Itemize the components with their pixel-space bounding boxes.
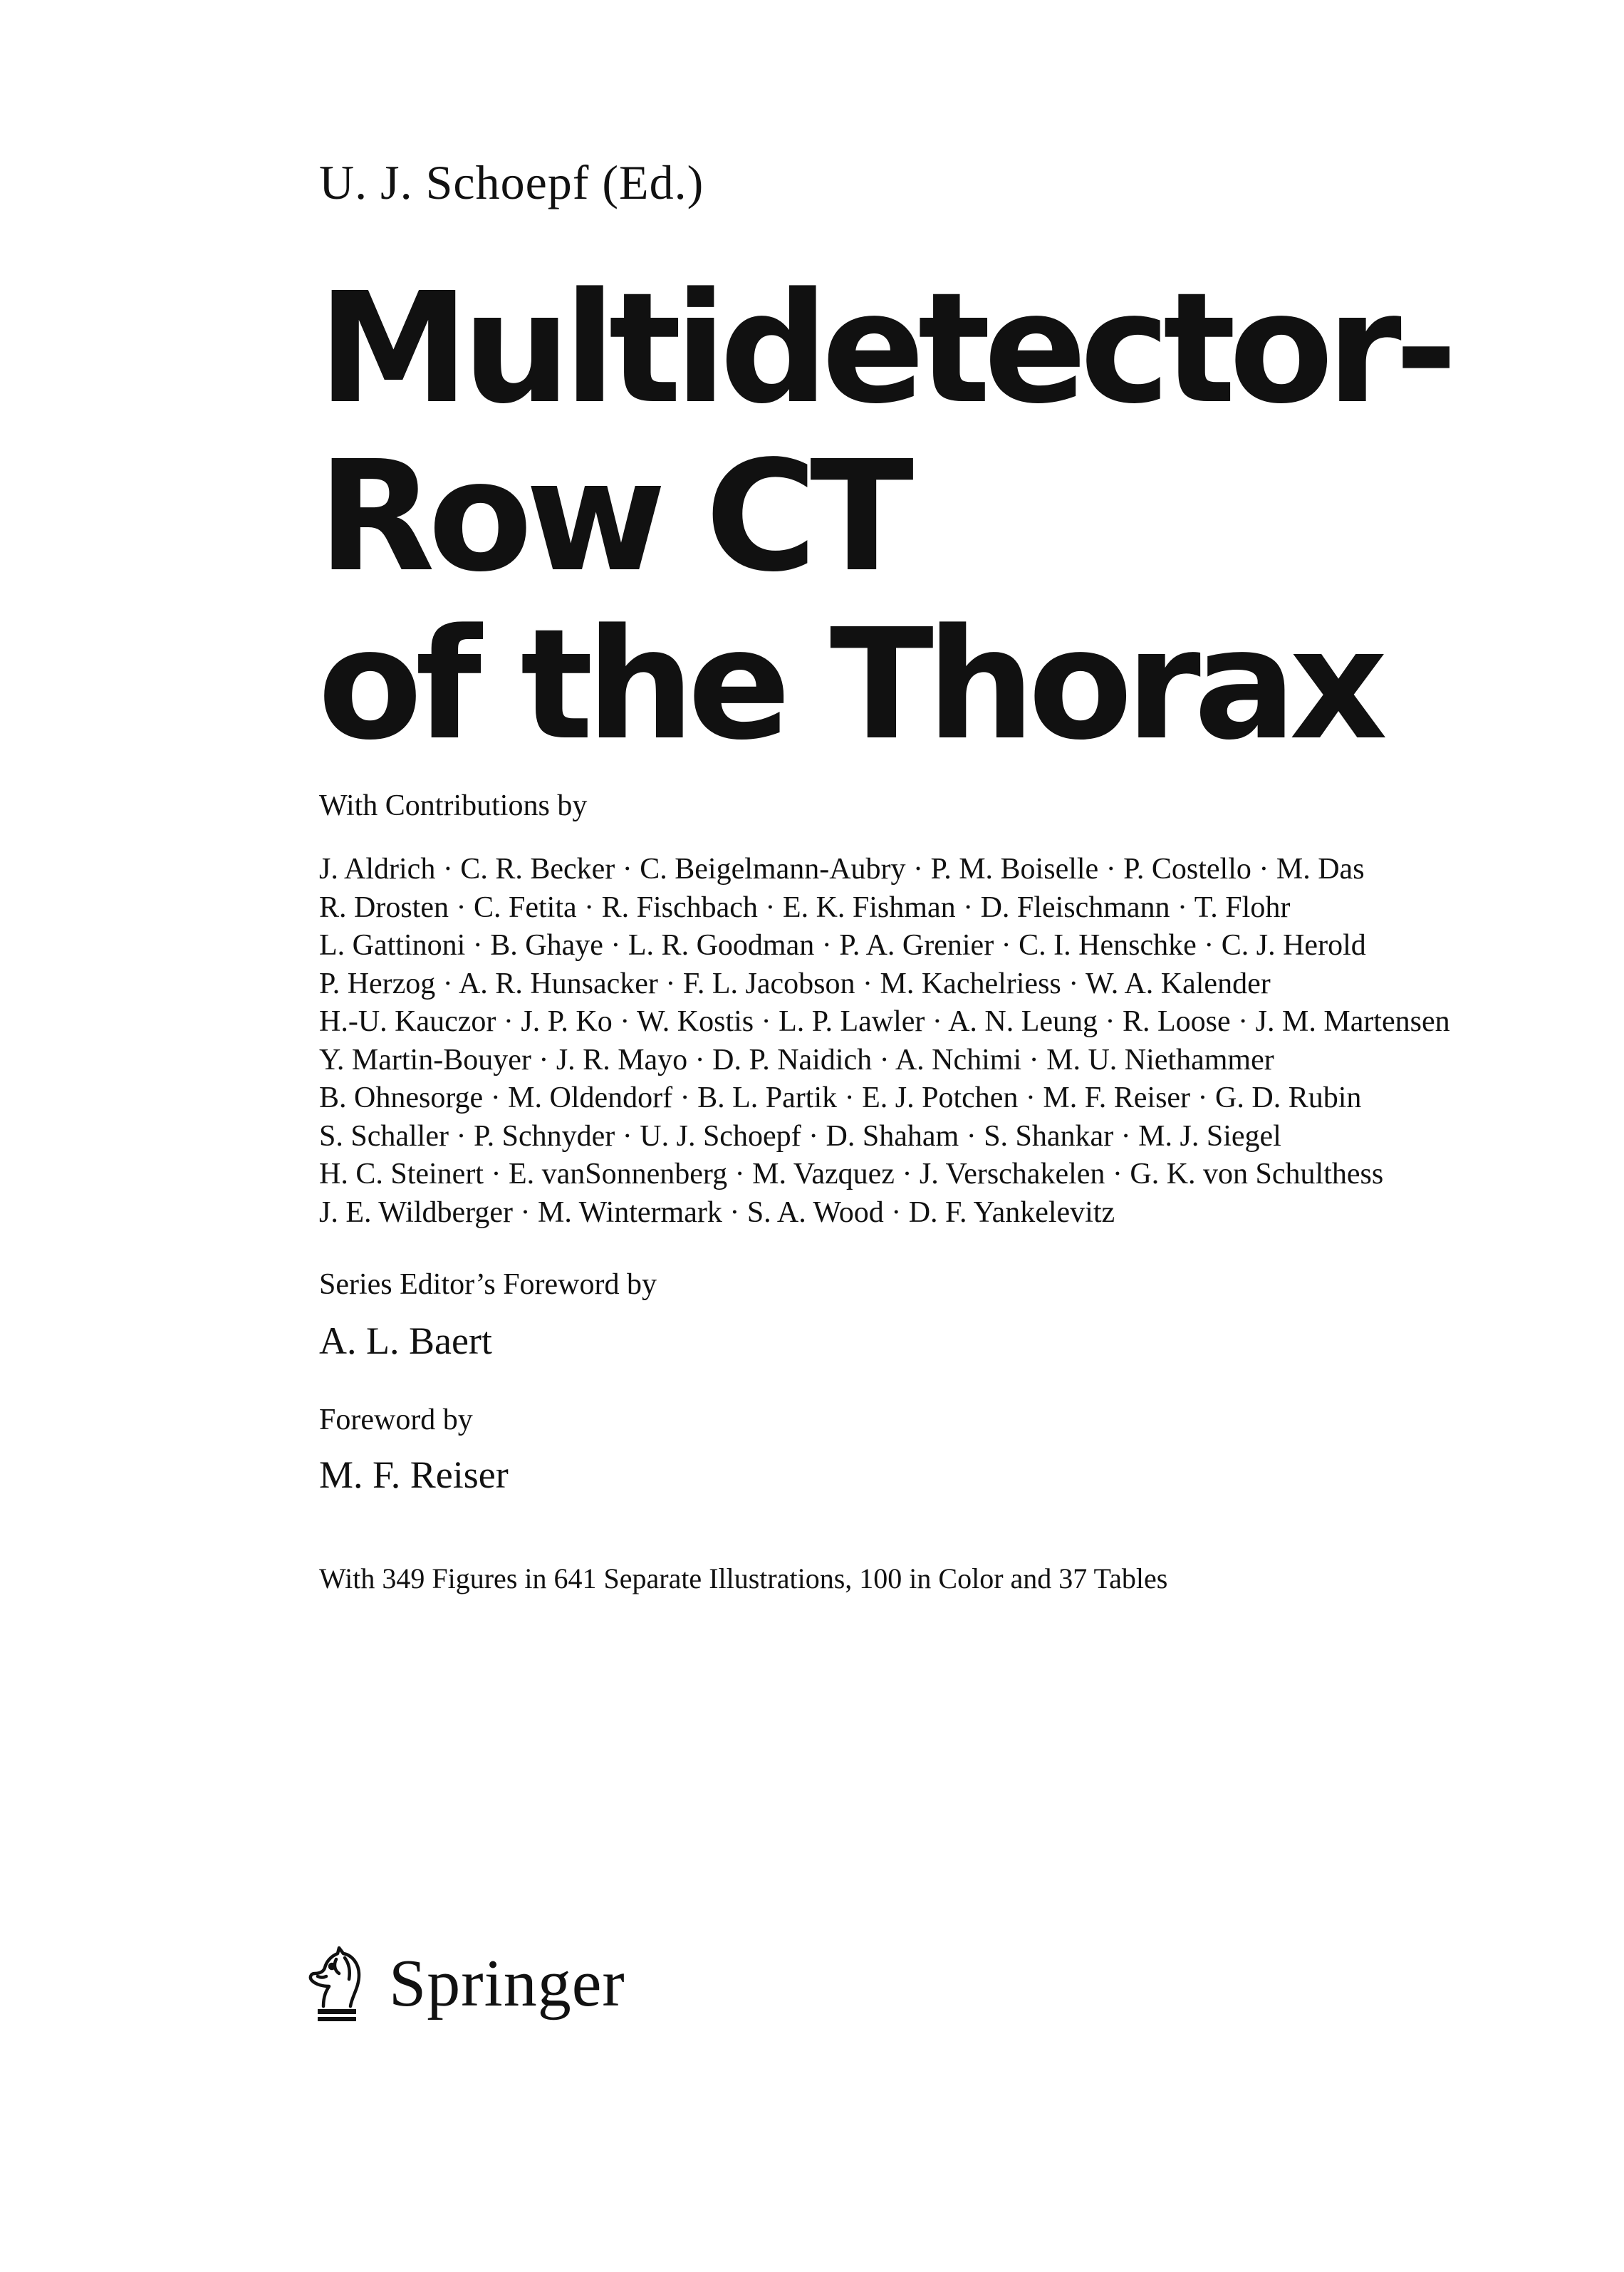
foreword-heading: Foreword by — [319, 1404, 473, 1436]
contributor-list — [319, 851, 1450, 1232]
title-line-1: Multidetector- — [318, 260, 1451, 437]
figures-note: With 349 Figures in 641 Separate Illustrations, 100 in Color and 37 Tables — [319, 1562, 1168, 1594]
title-line-3: of the Thorax — [318, 596, 1381, 774]
contributor-line: Y. Martin-Bouyer · J. R. Mayo · D. P. Naidich · A. Nchimi · M. U. Niethammer — [319, 1043, 1274, 1077]
contributor-line: L. Gattinoni · B. Ghaye · L. R. Goodman · P. A. Grenier · C. I. Henschke · C. J. Herold — [319, 929, 1366, 962]
contributor-line: S. Schaller · P. Schnyder · U. J. Schoepf · D. Shaham · S. Shankar · M. J. Siegel — [319, 1119, 1281, 1153]
editor-name: U. J. Schoepf (Ed.) — [319, 155, 704, 209]
contributor-line: H.-U. Kauczor · J. P. Ko · W. Kostis · L. P. Lawler · A. N. Leung · R. Loose · J. M. Martensen — [319, 1005, 1450, 1038]
foreword-author: M. F. Reiser — [319, 1453, 509, 1496]
series-foreword-author: A. L. Baert — [319, 1319, 492, 1362]
contributor-line: H. C. Steinert · E. vanSonnenberg · M. Vazquez · J. Verschakelen · G. K. von Schulthess — [319, 1158, 1384, 1191]
series-foreword-heading: Series Editor’s Foreword by — [319, 1268, 657, 1301]
contributor-line: J. E. Wildberger · M. Wintermark · S. A. Wood · D. F. Yankelevitz — [319, 1195, 1115, 1229]
contributions-heading: With Contributions by — [319, 789, 588, 822]
publisher-logo — [302, 1944, 625, 2023]
contributor-line: P. Herzog · A. R. Hunsacker · F. L. Jacobson · M. Kachelriess · W. A. Kalender — [319, 967, 1271, 1000]
contributor-line: B. Ohnesorge · M. Oldendorf · B. L. Partik · E. J. Potchen · M. F. Reiser · G. D. Rubin — [319, 1081, 1362, 1114]
contributor-line: J. Aldrich · C. R. Becker · C. Beigelmann-Aubry · P. M. Boiselle · P. Costello · M. Das — [319, 853, 1365, 886]
book-title — [318, 260, 1451, 774]
title-line-2: Row CT — [318, 428, 907, 606]
springer-knight-icon — [302, 1944, 370, 2023]
publisher-name: Springer — [389, 1946, 625, 2021]
contributor-line: R. Drosten · C. Fetita · R. Fischbach · E. K. Fishman · D. Fleischmann · T. Flohr — [319, 891, 1291, 924]
